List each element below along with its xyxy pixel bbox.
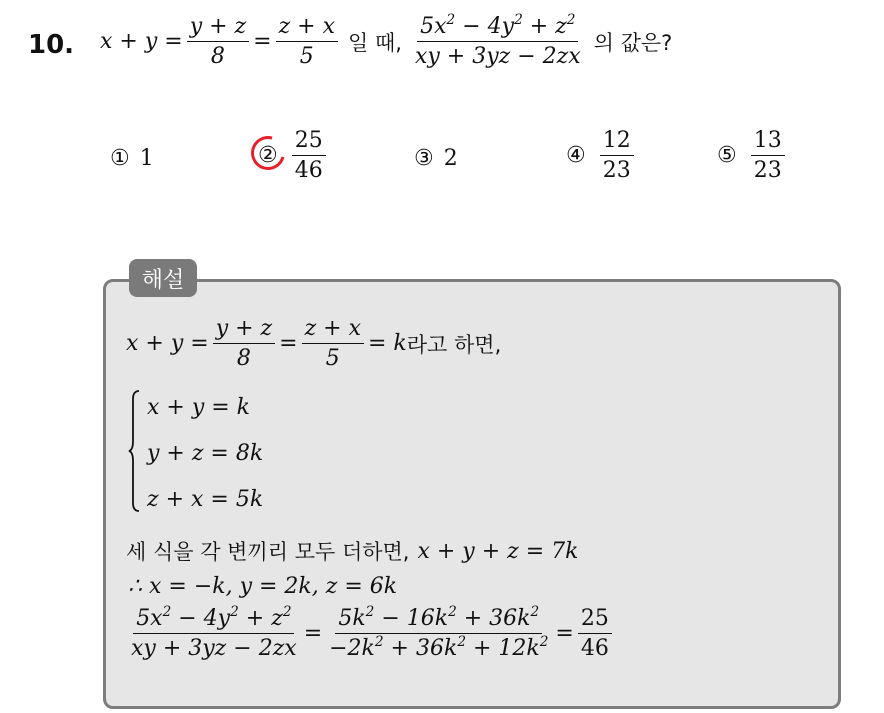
condition-fraction-1 [187, 14, 249, 70]
solution-label: 해설 [129, 259, 197, 297]
selected-answer-circle-icon [245, 130, 291, 176]
choice-value: 2 [443, 146, 458, 171]
frac-numerator: 25 [292, 128, 326, 156]
equals-sign: = [253, 29, 272, 55]
frac-numerator: z + x [276, 14, 338, 42]
frac-denominator: 23 [602, 158, 631, 184]
system-equation-3: z + x = 5k [147, 487, 264, 512]
frac-denominator: 46 [294, 158, 323, 184]
solution-line-substitution: x + y = $\frac{y + z}{8}$ = $\frac{z + x}{5}$ = k 라고 하면, [126, 316, 502, 372]
choice-5[interactable] [717, 128, 789, 184]
frac-denominator: 5 [299, 44, 314, 70]
condition-fraction-2 [276, 14, 338, 70]
frac-denominator: 8 [210, 44, 225, 70]
choice-3[interactable] [414, 146, 458, 171]
choice-fraction [751, 128, 785, 184]
system-brace-icon [128, 389, 140, 513]
fraction-substituted: $\frac{5k^2 - 16k^2 + 36k^2}{-2k^2 + 36k^2 + 12k^2}$ [329, 604, 549, 662]
question-suffix: 의 값은? [593, 30, 673, 55]
choice-2[interactable] [258, 128, 330, 184]
fraction-target: $\frac{5x^2 - 4y^2 + z^2}{xy + 3yz - 2zx}$ [131, 604, 297, 662]
choice-mark: ③ [414, 146, 434, 171]
frac-denominator: xy + 3yz − 2zx [414, 44, 581, 70]
solution-line-sum: 세 식을 각 변끼리 모두 더하면, x + y + z = 7k [126, 538, 579, 564]
choice-value: 1 [139, 146, 154, 171]
solution-line-final: $\frac{5x^2 - 4y^2 + z^2}{xy + 3yz - 2zx}$ = $\frac{5k^2 - 16k^2 + 36k^2}{-2k^2 + 36k^2 + 12k^2}$ = $\frac{25}{46}$ [124, 606, 616, 662]
choice-1[interactable] [110, 146, 154, 171]
frac-numerator: 12 [600, 128, 634, 156]
system-equation-1: x + y = k [147, 395, 251, 420]
choice-mark: ⑤ [717, 143, 737, 169]
choice-mark: ④ [566, 143, 586, 169]
choice-fraction [292, 128, 326, 184]
choice-4[interactable] [566, 128, 638, 184]
choice-mark: ② [258, 143, 278, 168]
target-expression [412, 14, 584, 70]
choice-mark: ① [110, 146, 130, 171]
choice-fraction [600, 128, 634, 184]
question-statement [100, 14, 678, 70]
frac-numerator: y + z [187, 14, 249, 42]
system-equation-2: y + z = 8k [147, 441, 264, 466]
frac-denominator: 23 [753, 158, 782, 184]
frac-numerator: $5x^2 - 4y^2 + z^2$ [417, 14, 578, 42]
condition-text: 일 때, [348, 30, 402, 55]
fraction: $\frac{y + z}{8}$ [213, 316, 275, 372]
condition-lhs: x + y = [100, 29, 183, 55]
fraction: $\frac{z + x}{5}$ [302, 316, 364, 372]
solution-line-therefore: ∴ x = −k, y = 2k, z = 6k [128, 574, 398, 599]
frac-numerator: 13 [751, 128, 785, 156]
fraction-result: $\frac{25}{46}$ [578, 606, 612, 662]
question-number: 10. [28, 30, 75, 60]
